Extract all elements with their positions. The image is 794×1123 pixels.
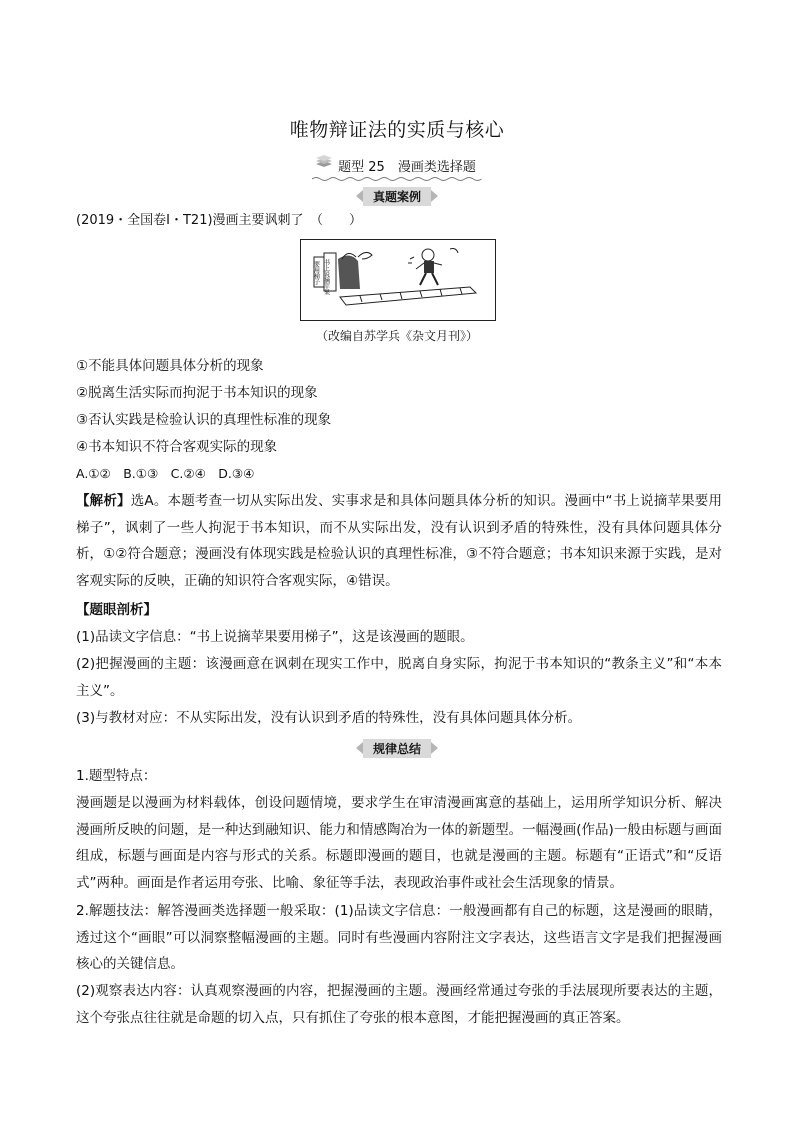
rule-3-text: (2)观察表达内容：认真观察漫画的内容，把握漫画的主题。漫画经常通过夸张的手法展现所要表达的主题，这个夸张点往往就是命题的切入点，只有抓住了夸张的根本意图，才能把握漫画的真正答案。 [76,983,722,1026]
rule-1-title: 1.题型特点： [76,768,157,784]
section-label-summary: 规律总结 [0,738,794,758]
section-label-cases: 真题案例 [0,186,794,206]
rule-2-text: 2.解题技法：解答漫画类选择题一般采取：(1)品读文字信息：一般漫画都有自己的标题，这是漫画的眼睛，透过这个“画眼”可以洞察整幅漫画的主题。同时有些漫画内容附注文字表达，这些语言文字是我们把握漫画核心的关键信息。 [76,903,722,972]
option-1: ①不能具体问题具体分析的现象 [76,358,264,374]
eye-item-3: (3)与教材对应：不从实际出发，没有认识到矛盾的特殊性，没有具体问题具体分析。 [76,710,582,726]
question-stem: (2019・全国卷Ⅰ・T21)漫画主要讽刺了 （ ） [76,213,363,228]
sign-text: 书上说摘苹果 [322,259,330,295]
rule-1-text: 漫画题是以漫画为材料载体，创设问题情境，要求学生在审清漫画寓意的基础上，运用所学知识分析、解决漫画所反映的问题，是一种达到融知识、能力和情感陶冶为一体的新题型。一幅漫画(作品)一般由标题与画面组成，标题与画面是内容与形式的关系。标题即漫画的题目，也就是漫画的主题。标题有“正语式”和“反语式”两种。画面是作者运用夸张、比喻、象征等手法，表现政治事件或社会生活现象的情景。 [76,795,722,891]
subtitle-text: 题型 25 漫画类选择题 [338,160,476,175]
answer-choices: A.①② B.①③ C.②④ D.③④ [76,466,255,481]
books-icon [314,152,334,170]
eye-item-1: (1)品读文字信息：“书上说摘苹果要用梯子”，这是该漫画的题眼。 [76,629,474,645]
option-4: ④书本知识不符合客观实际的现象 [76,439,278,455]
option-3: ③否认实践是检验认识的真理性标准的现象 [76,412,332,428]
option-2: ②脱离生活实际而拘泥于书本知识的现象 [76,385,318,401]
cartoon-caption: （改编自苏学兵《杂文月刊》） [315,329,478,343]
analysis-paragraph [76,488,722,594]
cartoon-image [300,239,496,321]
analysis-text: 选A。本题考查一切从实际出发、实事求是和具体问题具体分析的知识。漫画中“书上说摘苹果要用梯子”，讽刺了一些人拘泥于书本知识，而不从实际出发，没有认识到矛盾的特殊性，没有具体问题具体分析，①②符合题意；漫画没有体现实践是检验认识的真理性标准，③不符合题意；书本知识来源于实践，是对客观实际的反映，正确的知识符合客观实际，④错误。 [76,493,722,589]
analysis-label: 【解析】 [76,493,131,509]
page-title: 唯物辩证法的实质与核心 [289,119,505,141]
ladder-text: 要用梯子 [312,261,320,285]
subtitle [0,156,794,178]
eye-item-2: (2)把握漫画的主题：该漫画意在讽刺在现实工作中，脱离自身实际，拘泥于书本知识的“教条主义”和“本本主义”。 [76,656,722,699]
wavy-underline [312,176,482,182]
eye-analysis-label: 【题眼剖析】 [76,602,157,618]
